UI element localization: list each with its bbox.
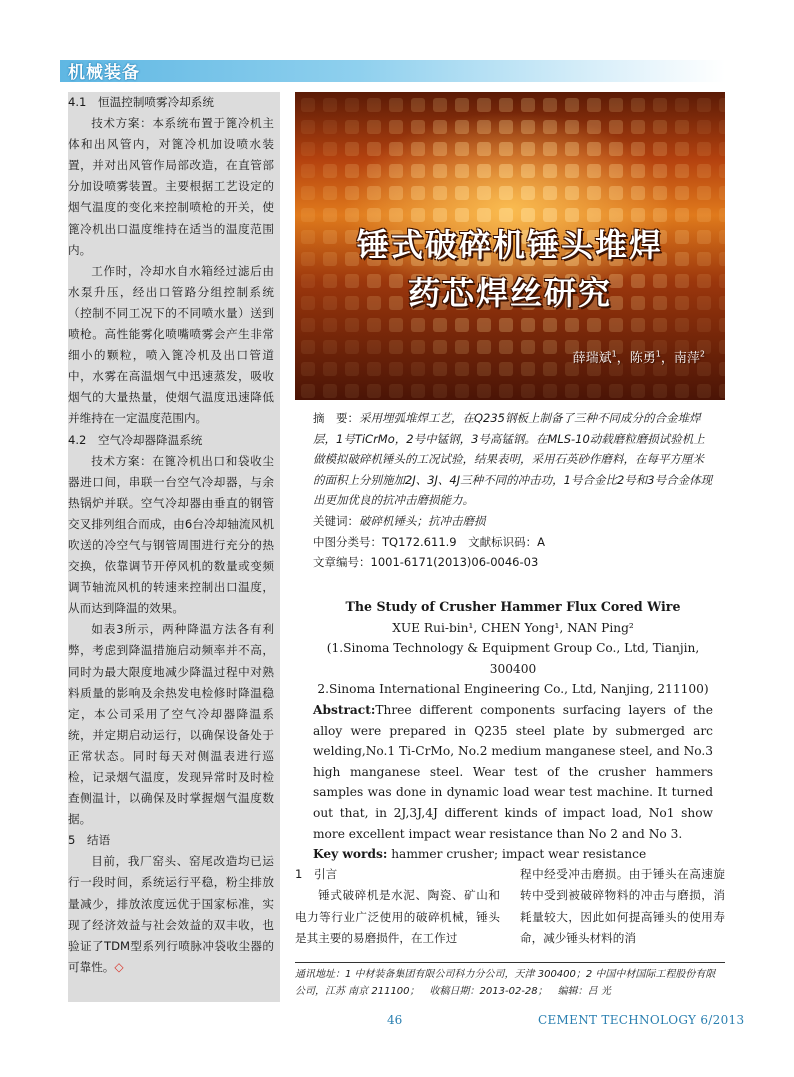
sidebar-paragraph: 如表3所示，两种降温方法各有利弊，考虑到降温措施启动频率并不高，同时为最大限度地减少降温过程中对熟料质量的影响及余热发电检修时降温稳定，本公司采用了空气冷却器降温系统，并定期启动运行，以确保设备处于正常状态。同时每天对侧温表进行巡检，记录烟气温度，发现异常时及时检查侧温计，以确保及时掌握烟气温度数据。 (68, 622, 274, 827)
intro-text-col2: 程中经受冲击磨损。由于锤头在高速旋转中受到被破碎物料的冲击与磨损，消耗量较大，因此如何提高锤头的使用寿命，减少锤头材料的消 (520, 867, 725, 945)
intro-column-2 (520, 864, 725, 949)
sidebar-paragraph: 工作时，冷却水自水箱经过滤后由水泵升压，经出口管路分组控制系统（控制不同工况下的不同喷水量）送到喷枪。高性能雾化喷嘴喷雾会产生非常细小的颗粒，喷入篦冷机及出口管道中，水雾在高温烟气中迅速蒸发，吸收烟气的大量热量，使烟气温度迅速降低并维持在一定温度范围内。 (68, 263, 274, 426)
english-affiliation-2: 2.Sinoma International Engineering Co., Ltd, Nanjing, 211100) (317, 682, 709, 697)
sidebar-text (68, 92, 274, 978)
keywords-cn: 关键词：破碎机锤头；抗冲击磨损 (313, 513, 486, 528)
header-bar (60, 60, 725, 82)
classification-line: 中图分类号：TQ172.611.9 文献标识码：A (313, 534, 545, 549)
end-mark-icon: ◇ (114, 959, 124, 974)
page-number: 46 (387, 1013, 403, 1027)
english-authors: XUE Rui-bin¹, CHEN Yong¹, NAN Ping² (392, 620, 634, 635)
section-title: 机械装备 (68, 63, 140, 83)
intro-text-col1: 锤式破碎机是水泥、陶瓷、矿山和电力等行业广泛使用的破碎机械，锤头是其主要的易磨损件，在工作过 (295, 888, 500, 945)
english-affiliation-1: (1.Sinoma Technology & Equipment Group Co., Ltd, Tianjin, 300400 (326, 641, 700, 676)
article-title-line2: 药芯焊丝研究 (407, 274, 612, 312)
english-keywords: Key words: hammer crusher; impact wear resistance (313, 847, 647, 862)
journal-name: CEMENT TECHNOLOGY 6/2013 (538, 1013, 745, 1027)
english-title: The Study of Crusher Hammer Flux Cored Wire (345, 599, 681, 614)
chinese-abstract (313, 408, 713, 573)
english-abstract-text: Abstract:Three different components surfacing layers of the alloy were prepared in Q235 steel plate by submerged arc welding,No.1 Ti-CrMo, No.2 medium manganese steel, and No.3 high manganese steel. Wear test of the crusher hammers samples was done in dynamic load wear test machine. It turned out that, in 2J,3J,4J different kinds of impact load, No1 show more excellent impact wear resistance than No 2 and No 3. (313, 702, 713, 841)
footnote-divider (295, 962, 725, 963)
article-title-line1: 锤式破碎机锤头堆焊 (356, 226, 663, 264)
banner-authors: 薛瑞斌$^1$，陈勇$^1$，南萍$^2$ (572, 349, 705, 366)
title-banner (295, 92, 725, 400)
author-name: 陈勇 (629, 351, 656, 366)
article-number-line: 文章编号：1001-6171(2013)06-0046-03 (313, 555, 539, 570)
abstract-cn-text: 摘 要：采用埋弧堆焊工艺，在Q235钢板上制备了三种不同成分的合金堆焊层，1号TiCrMo，2号中锰钢，3号高锰钢。在MLS-10动载磨粒磨损试验机上做模拟破碎机锤头的工况试验，结果表明，采用石英砂作磨料，在每平方厘米的面积上分别施加2J、3J、4J三种不同的冲击功，1号合金比2号和3号合金体现出更加优良的抗冲击磨损能力。 (313, 411, 713, 508)
intro-column-1 (295, 864, 500, 949)
author-name: 薛瑞斌 (572, 351, 612, 366)
english-abstract (313, 597, 713, 865)
intro-heading: 1 引言 (295, 867, 338, 881)
sidebar-heading-5: 5 结语 (68, 833, 111, 848)
sidebar-heading-4-2: 4.2 空气冷却器降温系统 (68, 432, 203, 447)
author-name: 南萍 (673, 351, 700, 366)
sidebar-paragraph: 技术方案：在篦冷机出口和袋收尘器进口间，串联一台空气冷却器，与余热锅炉并联。空气冷却器由垂直的钢管交叉排列组合而成，由6台冷却轴流风机吹送的冷空气与钢管周围进行充分的热交换，依靠调节开停风机的数量或变频调节轴流风机的转速来控制出口温度，从而达到降温的效果。 (68, 453, 274, 616)
footnote: 通讯地址：1 中材装备集团有限公司科力分公司，天津 300400；2 中国中材国际工程股份有限公司，江苏 南京 211100； 收稿日期：2013-02-28； 编辑：吕 光 (295, 969, 716, 997)
sidebar-heading-4-1: 4.1 恒温控制喷雾冷却系统 (68, 95, 214, 109)
sidebar-paragraph-conclusion: 目前，我厂窑头、窑尾改造均已运行一段时间，系统运行平稳，粉尘排放量减少，排放浓度远优于国家标准，实现了经济效益与社会效益的双丰收，也验证了TDM型系列行喷脉冲袋收尘器的可靠性。◇ (68, 854, 274, 974)
sidebar-paragraph: 技术方案：本系统布置于篦冷机主体和出风管内，对篦冷机加设喷水装置，并对出风管作局部改造，在直管部分加设喷雾装置。主要根据工艺设定的烟气温度的变化来控制喷枪的开关，使篦冷机出口温度维持在适当的温度范围内。 (68, 116, 274, 257)
